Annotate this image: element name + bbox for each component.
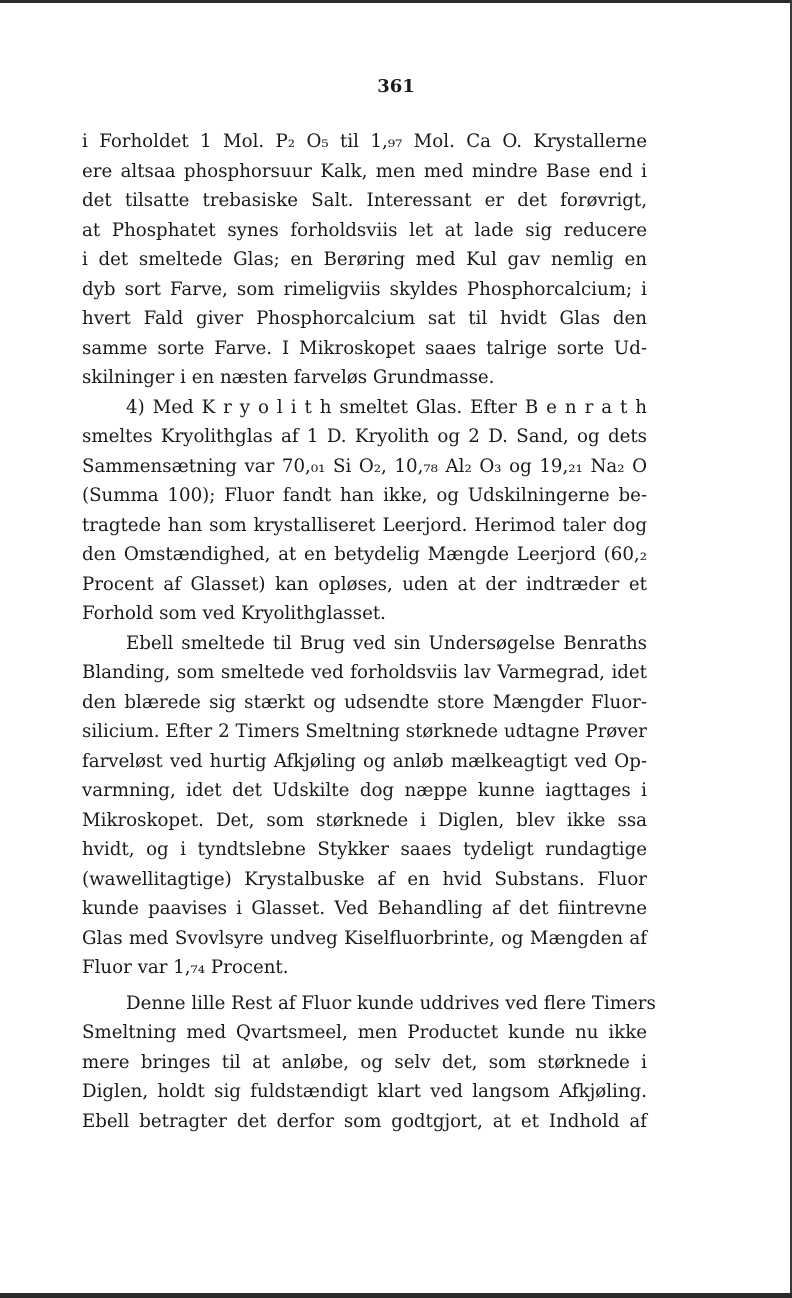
text-line: samme sorte Farve. I Mikroskopet saaes talrige sorte Ud-	[82, 337, 647, 359]
text-line: (wawellitagtige) Krystalbuske af en hvid Substans. Fluor	[82, 868, 647, 890]
scan-edge-top	[0, 0, 792, 3]
text-line: at Phosphatet synes forholdsviis let at lade sig reducere	[82, 219, 647, 241]
text-line: hvert Fald giver Phosphorcalcium sat til hvidt Glas den	[82, 308, 647, 329]
text-line: Mikroskopet. Det, som størknede i Diglen, blev ikke ssa	[82, 809, 647, 831]
text-line: den Omstændighed, at en betydelig Mængde Leerjord (60,₂	[82, 544, 647, 565]
text-line: Blanding, som smeltede ved forholdsviis lav Varmegrad, idet	[82, 662, 647, 683]
text-line: tragtede han som krystalliseret Leerjord. Herimod taler dog	[82, 514, 647, 536]
text-line: kunde paavises i Glasset. Ved Behandling af det fiintrevne	[82, 898, 647, 919]
text-line: skilninger i en næsten farveløs Grundmasse.	[82, 367, 495, 388]
text-line: den blærede sig stærkt og udsendte store Mængder Fluor-	[82, 691, 647, 713]
text-line: Ebell smeltede til Brug ved sin Undersøgelse Benraths	[126, 632, 647, 654]
text-line: 4) Med K r y o l i t h smeltet Glas. Efter B e n r a t h	[126, 396, 647, 418]
text-line: Denne lille Rest af Fluor kunde uddrives ved flere Timers	[126, 992, 656, 1014]
text-line: Sammensætning var 70,₀₁ Si O₂, 10,₇₈ Al₂ O₃ og 19,₂₁ Na₂ O	[82, 455, 647, 477]
text-line: dyb sort Farve, som rimeligviis skyldes Phosphorcalcium; i	[82, 278, 647, 300]
text-line: mere bringes til at anløbe, og selv det, som størknede i	[82, 1051, 647, 1073]
text-line: ere altsaa phosphorsuur Kalk, men med mindre Base end i	[82, 160, 647, 182]
text-line: (Summa 100); Fluor fandt han ikke, og Udskilningerne be-	[82, 485, 647, 506]
text-line: Smeltning med Qvartsmeel, men Productet kunde nu ikke	[82, 1022, 647, 1043]
page-number: 361	[377, 76, 415, 97]
text-line: i Forholdet 1 Mol. P₂ O₅ til 1,₉₇ Mol. Ca O. Krystallerne	[82, 131, 647, 152]
text-line: varmning, idet det Udskilte dog næppe kunne iagttages i	[82, 780, 647, 801]
text-line: smeltes Kryolithglas af 1 D. Kryolith og 2 D. Sand, og dets	[82, 426, 647, 447]
text-line: Fluor var 1,₇₄ Procent.	[82, 957, 289, 978]
text-line: farveløst ved hurtig Afkjøling og anløb mælkeagtigt ved Op-	[82, 750, 647, 772]
text-line: Procent af Glasset) kan opløses, uden at der indtræder et	[82, 573, 647, 595]
body-text	[82, 127, 656, 1136]
text-line: Diglen, holdt sig fuldstændigt klart ved langsom Afkjøling.	[82, 1081, 647, 1102]
text-line: silicium. Efter 2 Timers Smeltning størknede udtagne Prøver	[82, 721, 647, 742]
text-line: i det smeltede Glas; en Berøring med Kul gav nemlig en	[82, 249, 647, 270]
scan-edge-bottom	[0, 1293, 792, 1298]
text-line: Ebell betragter det derfor som godtgjort, at et Indhold af	[82, 1110, 647, 1132]
text-line: Forhold som ved Kryolithglasset.	[82, 603, 386, 624]
text-line: Glas med Svovlsyre undveg Kiselfluorbrinte, og Mængden af	[82, 927, 647, 949]
text-line: det tilsatte trebasiske Salt. Interessant er det forøvrigt,	[82, 190, 647, 211]
text-line: hvidt, og i tyndtslebne Stykker saaes tydeligt rundagtige	[82, 839, 647, 860]
